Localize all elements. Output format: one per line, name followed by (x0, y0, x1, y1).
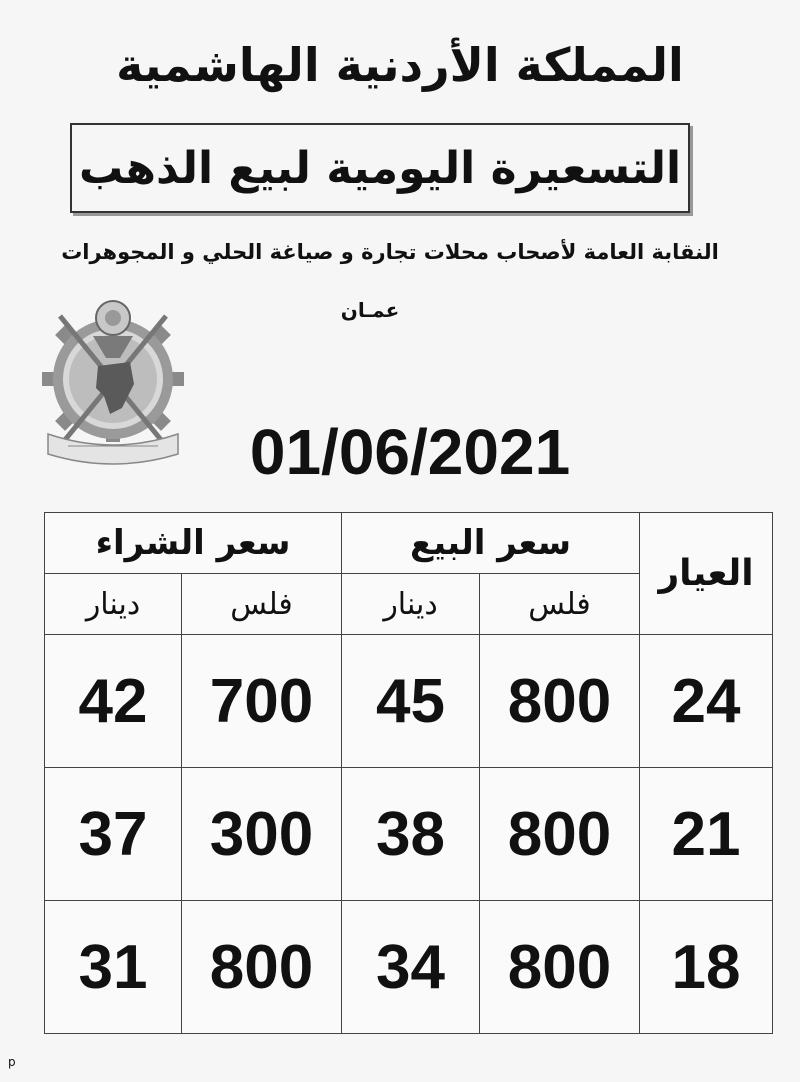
karat-cell: 24 (640, 635, 773, 768)
sell-fils-cell: 800 (480, 768, 640, 901)
buy-fils-cell: 300 (182, 768, 342, 901)
sell-dinar-header: دينار (342, 574, 480, 635)
karat-cell: 18 (640, 901, 773, 1034)
union-emblem-icon (38, 296, 188, 471)
price-date: 01/06/2021 (249, 416, 571, 488)
buy-fils-cell: 800 (182, 901, 342, 1034)
title-box (70, 123, 690, 213)
union-name: النقابة العامة لأصحاب محلات تجارة و صياغة الحلي و المجوهرات (61, 240, 719, 264)
buy-dinar-cell: 31 (45, 901, 182, 1034)
page-title: التسعيرة اليومية لبيع الذهب (78, 142, 682, 194)
sell-fils-header: فلس (480, 574, 640, 635)
sell-dinar-cell: 45 (342, 635, 480, 768)
buy-dinar-cell: 37 (45, 768, 182, 901)
gold-price-table (44, 512, 773, 1034)
sell-fils-cell: 800 (480, 635, 640, 768)
buy-dinar-header: دينار (45, 574, 182, 635)
buy-price-header: سعر الشراء (45, 513, 342, 574)
karat-header: العيار (640, 513, 773, 635)
sell-dinar-cell: 38 (342, 768, 480, 901)
sell-fils-cell: 800 (480, 901, 640, 1034)
table-row (45, 635, 773, 768)
sell-price-header: سعر البيع (342, 513, 640, 574)
table-header-row (45, 513, 773, 574)
table-row (45, 901, 773, 1034)
sell-dinar-cell: 34 (342, 901, 480, 1034)
buy-fils-header: فلس (182, 574, 342, 635)
kingdom-heading: المملكة الأردنية الهاشمية (116, 38, 684, 92)
buy-fils-cell: 700 (182, 635, 342, 768)
buy-dinar-cell: 42 (45, 635, 182, 768)
corner-mark: p (8, 1055, 16, 1069)
table-row (45, 768, 773, 901)
karat-cell: 21 (640, 768, 773, 901)
city-name: عمـان (340, 298, 400, 322)
